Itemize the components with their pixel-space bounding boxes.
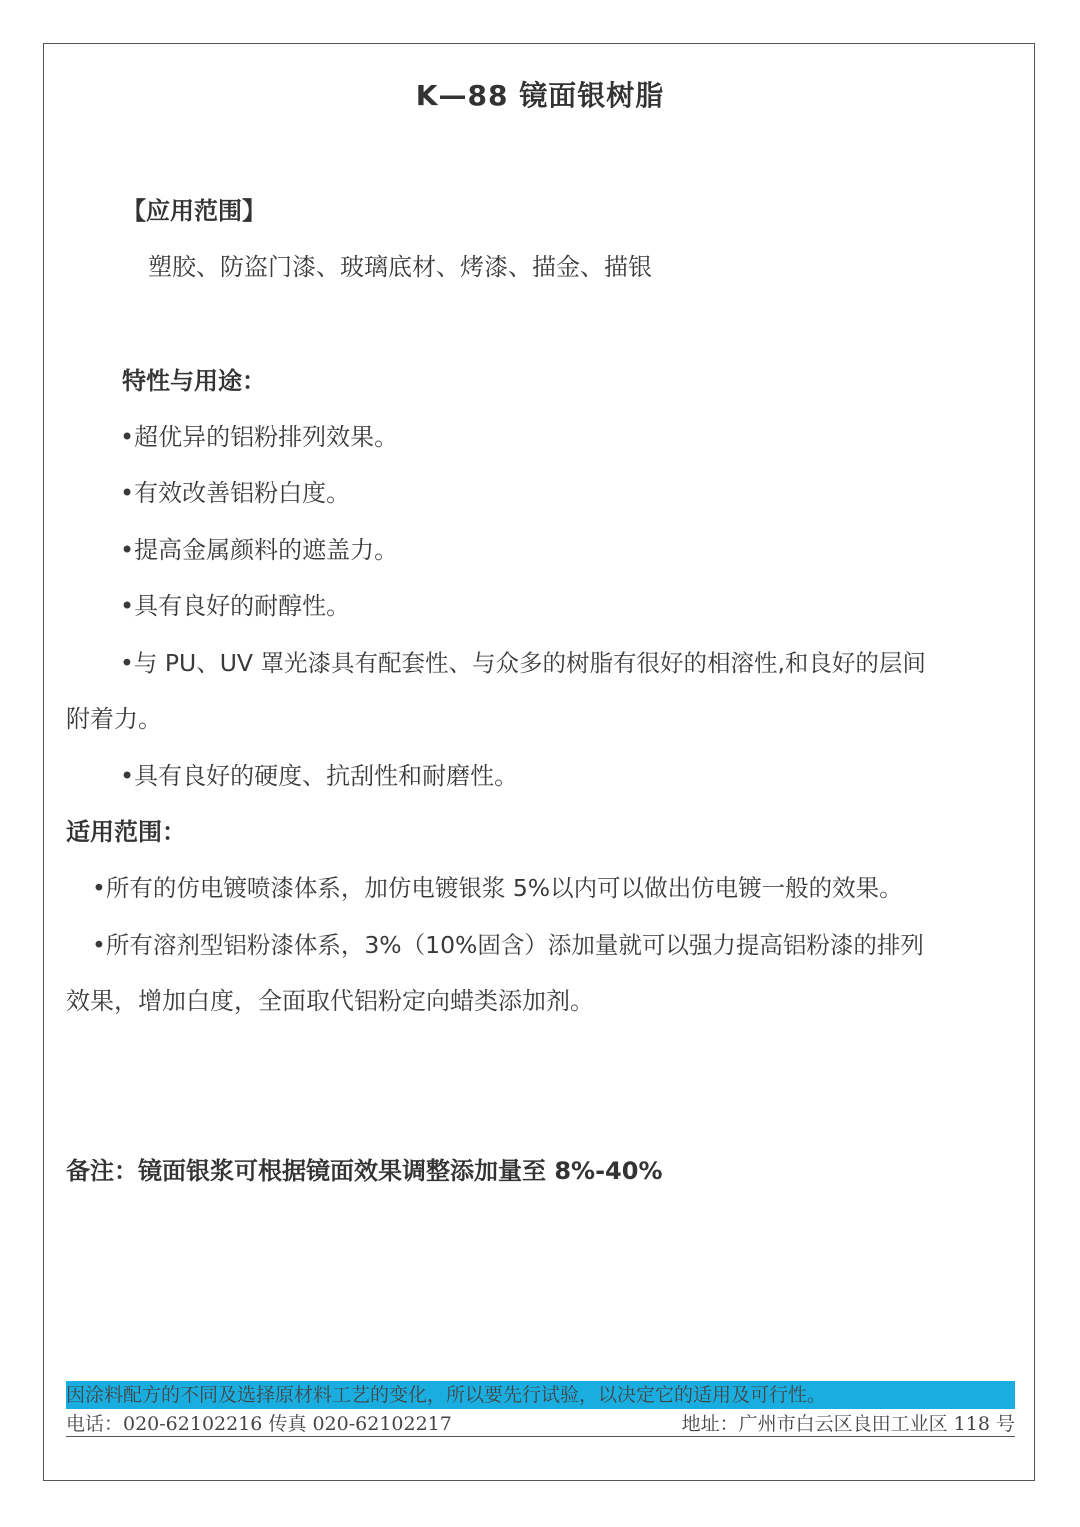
feature-item: •与 PU、UV 罩光漆具有配套性、与众多的树脂有很好的相溶性,和良好的层间 (120, 649, 926, 677)
footer-divider (66, 1436, 1015, 1437)
application-items: 塑胶、防盗门漆、玻璃底材、烤漆、描金、描银 (148, 253, 652, 281)
footer-address: 地址：广州市白云区良田工业区 118 号 (681, 1413, 1015, 1435)
scope-heading: 适用范围： (66, 818, 186, 846)
remark: 备注：镜面银浆可根据镜面效果调整添加量至 8%-40% (66, 1157, 663, 1185)
feature-item-continuation: 附着力。 (66, 705, 162, 733)
scope-item-continuation: 效果，增加白度，全面取代铝粉定向蜡类添加剂。 (66, 987, 594, 1015)
feature-item: •有效改善铝粉白度。 (120, 479, 351, 507)
features-heading: 特性与用途： (122, 367, 266, 395)
application-heading: 【应用范围】 (122, 197, 266, 225)
footer-disclaimer: 因涂料配方的不同及选择原材料工艺的变化，所以要先行试验，以决定它的适用及可行性。 (66, 1384, 827, 1406)
feature-item: •超优异的铝粉排列效果。 (120, 423, 399, 451)
document-title: K—88 镜面银树脂 (415, 79, 665, 112)
scope-item: •所有溶剂型铝粉漆体系，3%（10%固含）添加量就可以强力提高铝粉漆的排列 (92, 931, 924, 959)
feature-item: •具有良好的硬度、抗刮性和耐磨性。 (120, 762, 519, 790)
footer-contact: 电话：020-62102216 传真 020-62102217 (66, 1413, 452, 1435)
feature-item: •具有良好的耐醇性。 (120, 592, 351, 620)
scope-item: •所有的仿电镀喷漆体系，加仿电镀银浆 5%以内可以做出仿电镀一般的效果。 (92, 874, 903, 902)
feature-item: •提高金属颜料的遮盖力。 (120, 536, 399, 564)
